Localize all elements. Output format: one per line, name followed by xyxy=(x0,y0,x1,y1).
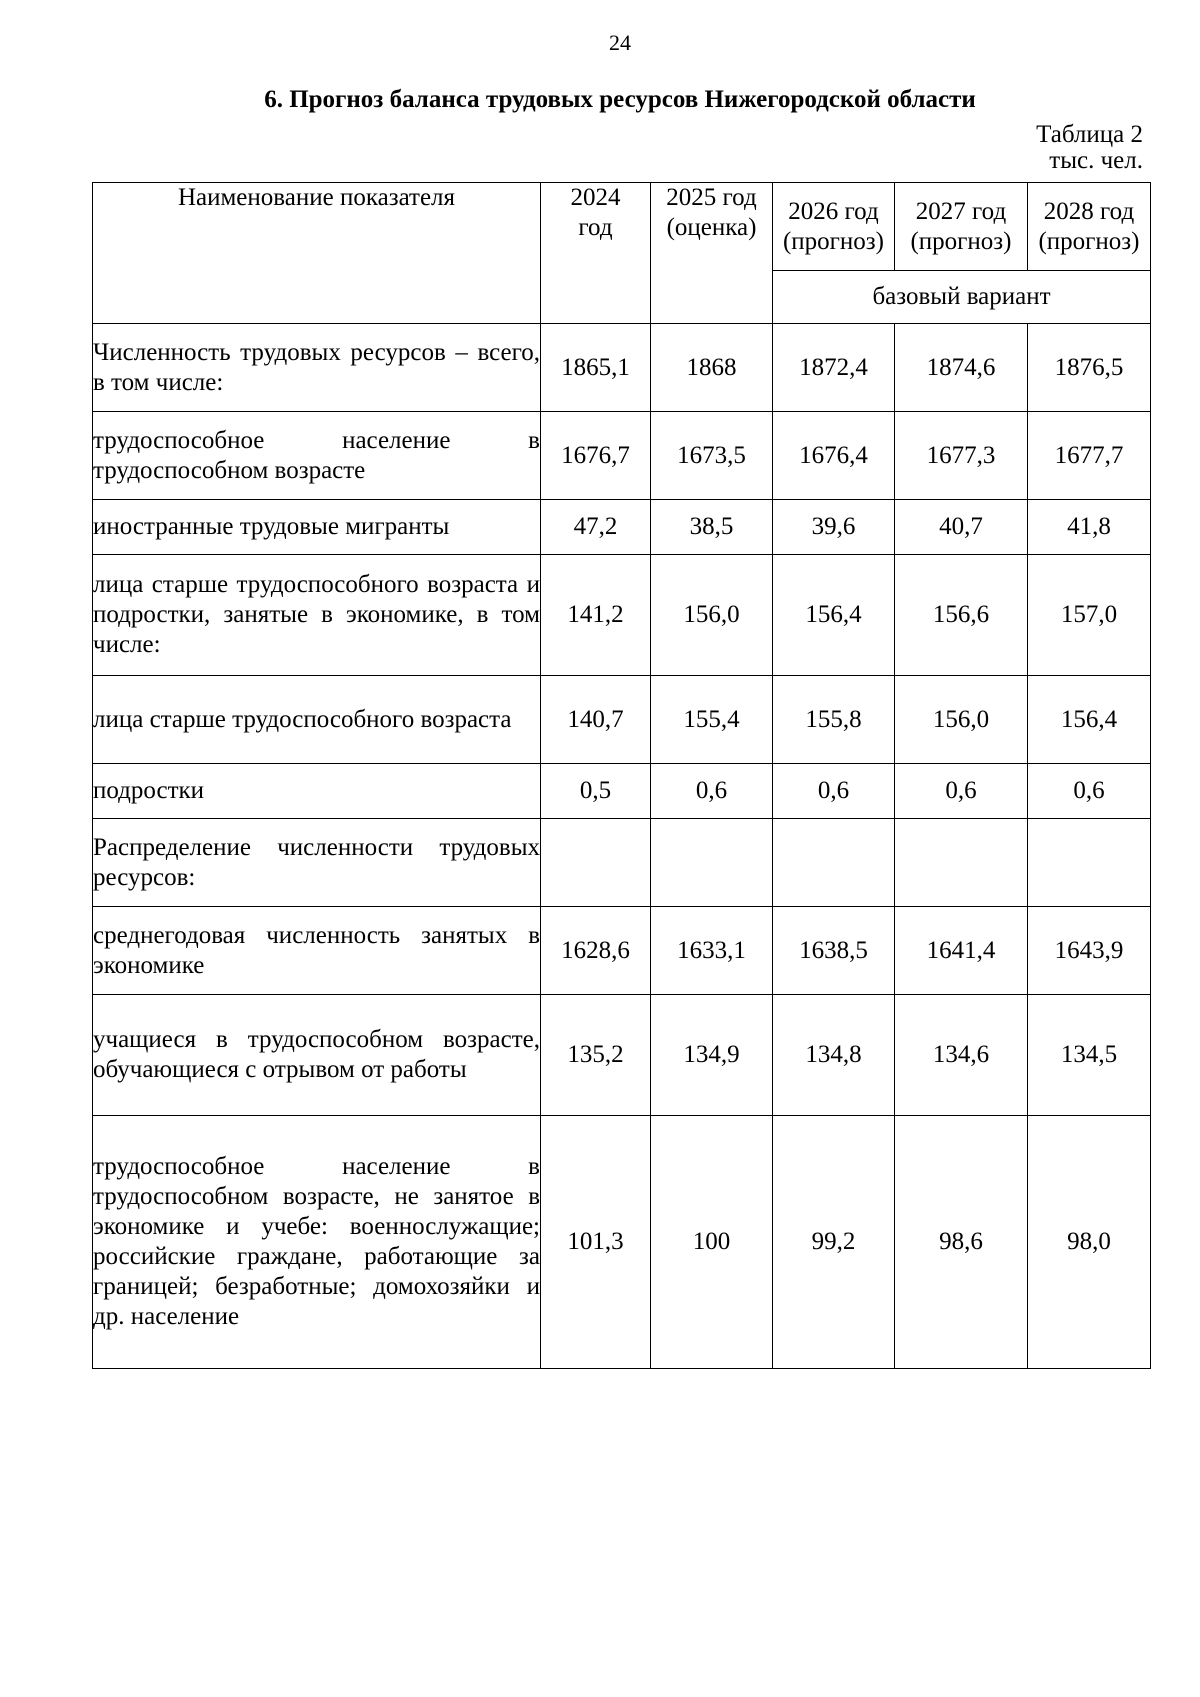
header-year-line2: (прогноз) xyxy=(782,228,885,255)
row-value: 155,4 xyxy=(651,676,773,764)
header-year-line1: 2024 xyxy=(570,184,621,211)
row-value: 1872,4 xyxy=(773,324,895,412)
row-value: 1676,7 xyxy=(541,412,651,500)
header-year-line2: год xyxy=(578,214,613,241)
header-year-line2: (оценка) xyxy=(666,214,757,241)
row-label: среднегодовая численность занятых в экономике xyxy=(93,907,541,995)
row-value: 1874,6 xyxy=(895,324,1028,412)
header-year xyxy=(1028,183,1151,271)
row-value xyxy=(773,819,895,907)
row-value: 1677,7 xyxy=(1028,412,1151,500)
row-value: 1865,1 xyxy=(541,324,651,412)
row-label: лица старше трудоспособного возраста xyxy=(93,676,541,764)
row-value: 134,8 xyxy=(773,995,895,1116)
row-value: 1676,4 xyxy=(773,412,895,500)
row-value: 0,6 xyxy=(1028,764,1151,819)
table-row xyxy=(93,500,1151,555)
table-row xyxy=(93,412,1151,500)
row-value: 156,6 xyxy=(895,555,1028,676)
header-year-line1: 2028 год xyxy=(1043,198,1135,225)
row-value: 98,0 xyxy=(1028,1116,1151,1369)
table-row xyxy=(93,555,1151,676)
header-year xyxy=(773,183,895,271)
row-value: 100 xyxy=(651,1116,773,1369)
table-label: Таблица 2 xyxy=(1036,121,1143,148)
row-label: учащиеся в трудоспособном возрасте, обучающиеся с отрывом от работы xyxy=(93,995,541,1116)
units-label: тыс. чел. xyxy=(1049,147,1143,174)
row-label: трудоспособное население в трудоспособном возрасте xyxy=(93,412,541,500)
header-year xyxy=(895,183,1028,271)
row-value: 157,0 xyxy=(1028,555,1151,676)
table-row xyxy=(93,907,1151,995)
row-value: 156,0 xyxy=(651,555,773,676)
row-value: 99,2 xyxy=(773,1116,895,1369)
row-value: 1673,5 xyxy=(651,412,773,500)
page-number: 24 xyxy=(609,30,631,55)
header-year-line1: 2026 год xyxy=(788,198,879,225)
row-value: 0,6 xyxy=(895,764,1028,819)
row-value xyxy=(1028,819,1151,907)
row-value: 156,4 xyxy=(773,555,895,676)
row-value: 134,6 xyxy=(895,995,1028,1116)
row-value: 1677,3 xyxy=(895,412,1028,500)
row-value: 134,9 xyxy=(651,995,773,1116)
header-year-line1: 2025 год xyxy=(666,184,757,211)
row-label: иностранные трудовые мигранты xyxy=(93,500,541,555)
row-value: 39,6 xyxy=(773,500,895,555)
header-indicator-name: Наименование показателя xyxy=(93,183,541,324)
row-value: 140,7 xyxy=(541,676,651,764)
row-value: 0,6 xyxy=(651,764,773,819)
row-value: 0,6 xyxy=(773,764,895,819)
row-value: 1868 xyxy=(651,324,773,412)
row-value: 47,2 xyxy=(541,500,651,555)
row-label: Численность трудовых ресурсов – всего, в том числе: xyxy=(93,324,541,412)
row-value: 141,2 xyxy=(541,555,651,676)
row-value xyxy=(541,819,651,907)
row-value: 134,5 xyxy=(1028,995,1151,1116)
header-year-line1: 2027 год xyxy=(915,198,1007,225)
row-value xyxy=(651,819,773,907)
row-value: 0,5 xyxy=(541,764,651,819)
row-value: 155,8 xyxy=(773,676,895,764)
row-value: 98,6 xyxy=(895,1116,1028,1369)
header-year-line2: (прогноз) xyxy=(910,228,1012,255)
row-value: 1633,1 xyxy=(651,907,773,995)
row-value: 1876,5 xyxy=(1028,324,1151,412)
row-value: 156,0 xyxy=(895,676,1028,764)
row-label: лица старше трудоспособного возраста и подростки, занятые в экономике, в том числе: xyxy=(93,555,541,676)
table-header-row xyxy=(93,183,1151,271)
row-value: 1638,5 xyxy=(773,907,895,995)
labor-balance-table xyxy=(92,182,1151,1369)
header-year xyxy=(541,183,651,324)
row-value: 40,7 xyxy=(895,500,1028,555)
row-value: 41,8 xyxy=(1028,500,1151,555)
table-row xyxy=(93,995,1151,1116)
row-value: 1628,6 xyxy=(541,907,651,995)
row-value: 38,5 xyxy=(651,500,773,555)
table-row xyxy=(93,324,1151,412)
row-value xyxy=(895,819,1028,907)
row-value: 101,3 xyxy=(541,1116,651,1369)
header-year-line2: (прогноз) xyxy=(1038,228,1140,255)
row-label: Распределение численности трудовых ресурсов: xyxy=(93,819,541,907)
row-label: подростки xyxy=(93,764,541,819)
row-value: 1641,4 xyxy=(895,907,1028,995)
header-variant: базовый вариант xyxy=(773,271,1151,324)
table-row xyxy=(93,676,1151,764)
document-title: 6. Прогноз баланса трудовых ресурсов Нижегородской области xyxy=(264,86,976,113)
row-value: 156,4 xyxy=(1028,676,1151,764)
table-row xyxy=(93,1116,1151,1369)
row-value: 135,2 xyxy=(541,995,651,1116)
header-year xyxy=(651,183,773,324)
table-row xyxy=(93,819,1151,907)
row-label: трудоспособное население в трудоспособном возрасте, не занятое в экономике и учебе: военнослужащие; российские граждане, работающие за границей; безработные; домохозяйки и др. население xyxy=(93,1116,541,1369)
row-value: 1643,9 xyxy=(1028,907,1151,995)
table-row xyxy=(93,764,1151,819)
